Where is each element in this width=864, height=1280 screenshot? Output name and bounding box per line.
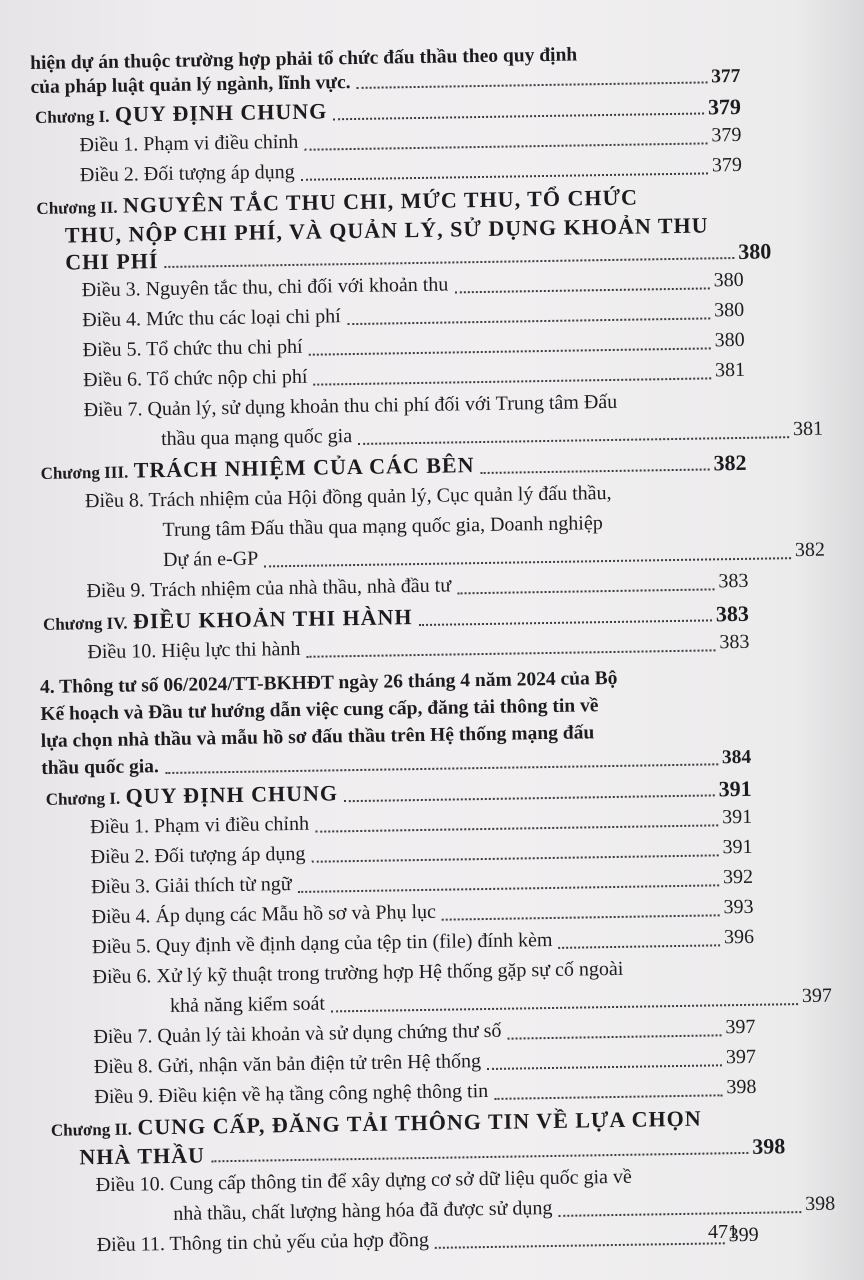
dot-leader bbox=[304, 142, 707, 150]
chapter-title: TRÁCH NHIỆM CỦA CÁC BÊN bbox=[133, 452, 475, 483]
dot-leader bbox=[358, 436, 789, 445]
dot-leader bbox=[508, 1034, 722, 1039]
page-ref: 382 bbox=[794, 538, 826, 562]
entry-text-line: Kế hoạch và Đầu tư hướng dẫn việc cung cấp, đăng tải thông tin về bbox=[40, 695, 599, 725]
chapter-title: QUY ĐỊNH CHUNG bbox=[125, 780, 339, 809]
chapter-label: Chương I. bbox=[34, 106, 110, 127]
dot-leader bbox=[311, 854, 718, 862]
dot-leader bbox=[301, 172, 708, 180]
dot-leader bbox=[298, 884, 719, 893]
dot-leader bbox=[559, 944, 721, 949]
article-title: Điều 3. Giải thích từ ngữ bbox=[90, 873, 292, 899]
article-title: Điều 4. Mức thu các loại chi phí bbox=[82, 305, 341, 332]
article-title: Điều 7. Quản lý tài khoản và sử dụng chứng thư số bbox=[93, 1019, 502, 1049]
dot-leader bbox=[309, 347, 711, 355]
dot-leader bbox=[331, 1003, 798, 1012]
chapter-title-cont: CHI PHÍ bbox=[65, 248, 159, 275]
page-ref: 379 bbox=[711, 153, 743, 177]
dot-leader bbox=[558, 1211, 801, 1217]
dot-leader bbox=[435, 1242, 725, 1249]
chapter-title-cont: NHÀ THẦU bbox=[79, 1142, 206, 1170]
page-ref: 393 bbox=[723, 895, 754, 919]
toc-entry-section-4 bbox=[40, 663, 752, 782]
article-title-cont: khả năng kiểm soát bbox=[169, 992, 326, 1017]
page-ref: 383 bbox=[718, 569, 749, 593]
article-title: Điều 10. Cung cấp thông tin để xây dựng cơ sở dữ liệu quốc gia về bbox=[95, 1165, 632, 1197]
page-ref: 399 bbox=[728, 1223, 759, 1247]
chapter-label: Chương II. bbox=[36, 197, 118, 218]
article-title: Điều 1. Phạm vi điều chỉnh bbox=[90, 812, 310, 839]
dot-leader bbox=[419, 619, 712, 626]
article-title: Điều 6. Xử lý kỹ thuật trong trường hợp Hệ thống gặp sự cố ngoài bbox=[92, 957, 624, 989]
page-ref: 380 bbox=[738, 238, 772, 264]
article-title: Điều 6. Tổ chức nộp chi phí bbox=[82, 365, 308, 392]
chapter-title: CUNG CẤP, ĐĂNG TẢI THÔNG TIN VỀ LỰA CHỌN bbox=[137, 1105, 702, 1140]
article-title-cont: thầu qua mạng quốc gia bbox=[160, 425, 353, 451]
article-title: Điều 8. Gửi, nhận văn bản điện tử trên Hệ thống bbox=[93, 1050, 482, 1079]
dot-leader bbox=[487, 1064, 722, 1070]
page-ref: 398 bbox=[726, 1075, 757, 1099]
chapter-label: Chương I. bbox=[45, 788, 121, 809]
article-title: Điều 5. Quy định về định dạng của tệp tin (file) đính kèm bbox=[91, 928, 553, 959]
chapter-label: Chương IV. bbox=[42, 613, 128, 634]
article-title: Điều 8. Trách nhiệm của Hội đồng quản lý, Cục quản lý đấu thầu, bbox=[84, 481, 612, 513]
toc-article bbox=[41, 476, 826, 577]
chapter-title: ĐIỀU KHOẢN THI HÀNH bbox=[132, 604, 413, 634]
dot-leader bbox=[357, 81, 708, 89]
page-ref: 381 bbox=[792, 417, 824, 441]
chapter-label: Chương II. bbox=[50, 1119, 133, 1140]
page-ref: 381 bbox=[714, 358, 746, 382]
dot-leader bbox=[494, 1094, 722, 1100]
article-title: Điều 1. Phạm vi điều chỉnh bbox=[79, 130, 299, 157]
page-ref: 397 bbox=[725, 1015, 756, 1039]
page-ref: 398 bbox=[752, 1133, 786, 1159]
dot-leader bbox=[315, 824, 718, 832]
page-ref: 391 bbox=[718, 775, 752, 802]
table-of-contents bbox=[30, 41, 836, 1261]
page-ref: 379 bbox=[711, 123, 742, 147]
page-ref: 392 bbox=[722, 865, 754, 889]
article-title: Điều 5. Tổ chức thu chi phí bbox=[82, 335, 303, 362]
dot-leader bbox=[454, 287, 709, 293]
article-title-cont: Trung tâm Đấu thầu qua mạng quốc gia, Doanh nghiệp bbox=[162, 512, 603, 542]
entry-text-line: hiện dự án thuộc trường hợp phải tổ chức đấu thầu theo quy định bbox=[30, 44, 578, 75]
toc-chapter-2 bbox=[36, 182, 772, 276]
dot-leader bbox=[165, 763, 718, 774]
entry-text-line: lựa chọn nhà thầu và mẫu hồ sơ đấu thầu trên Hệ thống mạng đấu bbox=[40, 722, 595, 752]
dot-leader bbox=[347, 317, 710, 325]
toc-entry-intro bbox=[30, 41, 741, 100]
page-ref: 391 bbox=[721, 805, 753, 829]
page-ref: 377 bbox=[711, 65, 741, 88]
article-title: Điều 9. Điều kiện về hạ tầng công nghệ thông tin bbox=[94, 1079, 489, 1109]
entry-text-line: thầu quốc gia. bbox=[41, 756, 159, 779]
article-title: Điều 7. Quản lý, sử dụng khoản thu chi phí đối với Trung tâm Đấu bbox=[83, 390, 618, 422]
page-ref: 383 bbox=[719, 630, 750, 654]
page-ref: 397 bbox=[801, 984, 833, 1008]
dot-leader bbox=[344, 794, 715, 802]
dot-leader bbox=[481, 468, 710, 474]
article-title-cont: Dự án e-GP bbox=[162, 547, 259, 572]
article-title: Điều 11. Thông tin chủ yếu của hợp đồng bbox=[96, 1228, 430, 1257]
article-title: Điều 3. Nguyên tắc thu, chi đối với khoản thu bbox=[81, 273, 449, 302]
article-title-cont: nhà thầu, chất lượng hàng hóa đã được sử dụng bbox=[173, 1197, 553, 1225]
page-ref: 380 bbox=[714, 328, 745, 352]
dot-leader bbox=[314, 377, 712, 385]
page-ref: 380 bbox=[713, 298, 745, 322]
chapter-title: QUY ĐỊNH CHUNG bbox=[114, 98, 328, 127]
chapter-title-cont: THU, NỘP CHI PHÍ, VÀ QUẢN LÝ, SỬ DỤNG KHOẢN THU bbox=[64, 212, 709, 248]
page-ref: 396 bbox=[723, 925, 755, 949]
chapter-title: NGUYÊN TẮC THU CHI, MỨC THU, TỔ CHỨC bbox=[122, 184, 639, 218]
page-ref: 391 bbox=[722, 835, 753, 859]
article-title: Điều 9. Trách nhiệm của nhà thầu, nhà đầu tư bbox=[86, 574, 452, 603]
page-ref: 398 bbox=[805, 1192, 836, 1216]
toc-article bbox=[39, 385, 824, 456]
dot-leader bbox=[442, 914, 720, 920]
page-number: 471 bbox=[708, 1221, 738, 1243]
page-ref: 379 bbox=[707, 93, 742, 120]
page-ref: 384 bbox=[721, 746, 752, 769]
article-title: Điều 4. Áp dụng các Mẫu hồ sơ và Phụ lục bbox=[91, 900, 437, 929]
toc-article bbox=[48, 952, 833, 1023]
page-ref: 383 bbox=[715, 600, 750, 627]
page-ref: 397 bbox=[725, 1045, 757, 1069]
dot-leader bbox=[457, 588, 714, 594]
entry-text-line: 4. Thông tư số 06/2024/TT-BKHĐT ngày 26 tháng 4 năm 2024 của Bộ bbox=[39, 667, 618, 698]
dot-leader bbox=[307, 649, 716, 657]
dot-leader bbox=[333, 112, 704, 120]
entry-text-line: của pháp luật quản lý ngành, lĩnh vực. bbox=[30, 72, 351, 99]
page-ref: 380 bbox=[713, 268, 744, 292]
page-ref: 382 bbox=[713, 449, 747, 476]
article-title: Điều 2. Đối tượng áp dụng bbox=[90, 842, 306, 869]
chapter-label: Chương III. bbox=[40, 462, 129, 483]
article-title: Điều 2. Đối tượng áp dụng bbox=[79, 160, 295, 187]
article-title: Điều 10. Hiệu lực thi hành bbox=[87, 637, 301, 664]
toc-article bbox=[52, 1160, 836, 1231]
